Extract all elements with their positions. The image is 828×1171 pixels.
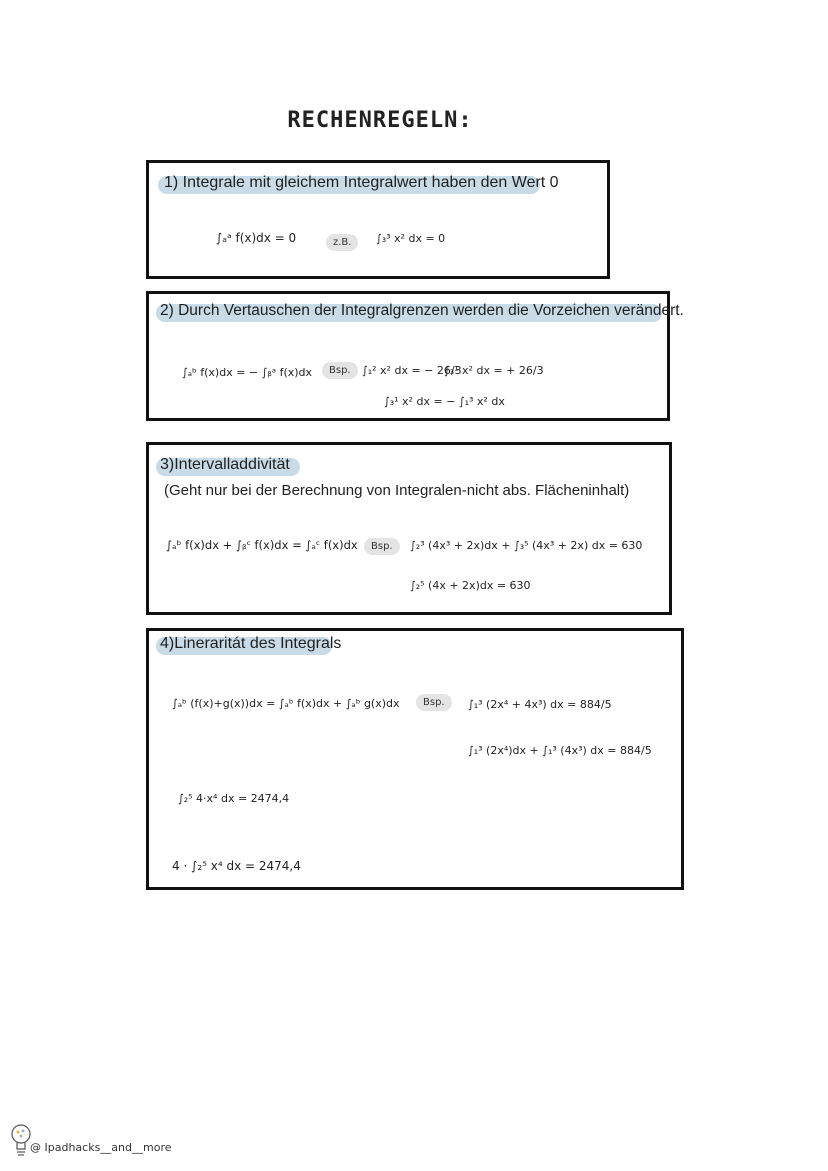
rule-1-formula: ∫ₐᵃ f(x)dx = 0: [216, 231, 297, 245]
rule-2-badge: Bsp.: [322, 362, 358, 379]
rule-4-example-2: ∫₁³ (2x⁴)dx + ∫₁³ (4x³) dx = 884/5: [468, 744, 652, 757]
credit-text: @ Ipadhacks__and__more: [30, 1141, 172, 1154]
lightbulb-logo-icon: [10, 1122, 32, 1166]
rule-3-example-1: ∫₂³ (4x³ + 2x)dx + ∫₃⁵ (4x³ + 2x) dx = 630: [410, 539, 643, 552]
rule-4-box: [146, 628, 684, 890]
rule-2-formula: ∫ₐᵇ f(x)dx = − ∫ᵦᵃ f(x)dx: [182, 366, 313, 379]
rule-1-example: ∫₃³ x² dx = 0: [376, 232, 446, 245]
page-title-text: RECHENREGELN:: [287, 108, 473, 133]
rule-4-example-1: ∫₁³ (2x⁴ + 4x³) dx = 884/5: [468, 698, 612, 711]
rule-4-heading: 4)Lineraritát des Integrals: [160, 635, 342, 652]
rule-3-badge: Bsp.: [364, 538, 400, 555]
rule-1-heading: 1) Integrale mit gleichem Integralwert haben den Wert 0: [164, 174, 559, 191]
rule-3-heading: 3)Intervalladdivität: [160, 456, 290, 473]
rule-1-badge: z.B.: [326, 234, 358, 251]
rule-4-example-4: 4 · ∫₂⁵ x⁴ dx = 2474,4: [172, 859, 301, 873]
rule-4-formula: ∫ₐᵇ (f(x)+g(x))dx = ∫ₐᵇ f(x)dx + ∫ₐᵇ g(x)dx: [172, 697, 400, 710]
rule-2-heading: 2) Durch Vertauschen der Integralgrenzen werden die Vorzeichen verändert.: [160, 302, 684, 319]
rule-4-example-3: ∫₂⁵ 4·x⁴ dx = 2474,4: [178, 792, 290, 805]
rule-3-formula: ∫ₐᵇ f(x)dx + ∫ᵦᶜ f(x)dx = ∫ₐᶜ f(x)dx: [166, 538, 358, 552]
rule-2-example-3: ∫₃¹ x² dx = − ∫₁³ x² dx: [384, 395, 505, 408]
rule-2-example-1: ∫₁² x² dx = − 26/3: [362, 364, 462, 377]
rule-4-badge: Bsp.: [416, 694, 452, 711]
rule-3-example-2: ∫₂⁵ (4x + 2x)dx = 630: [410, 579, 531, 592]
page-title-wrap: [0, 104, 760, 137]
rule-2-example-2: ∫₃¹ x² dx = + 26/3: [444, 364, 544, 377]
rule-3-subheading: (Geht nur bei der Berechnung von Integralen-nicht abs. Flächeninhalt): [164, 482, 630, 499]
page-title: [281, 104, 478, 137]
